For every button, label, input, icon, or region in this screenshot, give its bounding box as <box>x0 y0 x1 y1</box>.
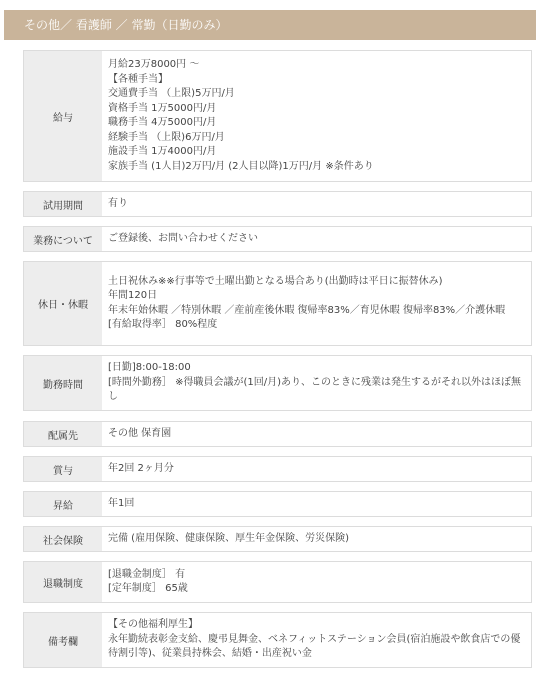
value-line: [退職金制度］ 有 <box>108 568 186 580</box>
row-label: 退職制度 <box>24 562 102 602</box>
value-line: 経験手当 （上限)6万円/月 <box>108 131 225 143</box>
value-line: 資格手当 1万5000円/月 <box>108 102 217 114</box>
row-label: 昇給 <box>24 492 102 516</box>
row-notes <box>23 612 532 668</box>
row-duties <box>23 226 532 252</box>
row-placement <box>23 421 532 447</box>
value-line: ご登録後、お問い合わせください <box>108 232 258 244</box>
value-line: 施設手当 1万4000円/月 <box>108 146 217 157</box>
row-value <box>108 262 527 345</box>
row-working-hours <box>23 355 532 411</box>
row-label: 業務について <box>24 227 102 251</box>
row-label: 勤務時間 <box>24 356 102 410</box>
row-retirement <box>23 561 532 603</box>
value-line: [時間外勤務］ ※得職員会議が(1回/月)あり、このときに残業は発生するがそれ以外はほぼ無し <box>108 376 521 403</box>
row-value <box>108 356 527 410</box>
row-value <box>108 192 527 216</box>
row-value <box>108 562 527 602</box>
value-line: [日勤]8:00-18:00 <box>108 362 191 374</box>
value-line: 年1回 <box>108 497 135 509</box>
row-label: 賞与 <box>24 457 102 481</box>
row-label: 配属先 <box>24 422 102 446</box>
row-holidays <box>23 261 532 346</box>
value-line: 月給23万8000円 ～ <box>108 59 200 70</box>
value-line: その他 保育園 <box>108 427 172 439</box>
row-value <box>108 613 527 667</box>
row-label: 休日・休暇 <box>24 262 102 345</box>
row-value <box>108 527 527 551</box>
row-label: 給与 <box>24 51 102 181</box>
value-line: 職務手当 4万5000円/月 <box>108 117 217 128</box>
section-title: その他／ 看護師 ／ 常勤（日勤のみ） <box>24 18 228 32</box>
value-line: 土日祝休み※※行事等で土曜出勤となる場合あり(出勤時は平日に振替休み) <box>108 275 443 287</box>
value-line: [有給取得率］ 80%程度 <box>108 319 218 330</box>
row-bonus <box>23 456 532 482</box>
value-line: 交通費手当 （上限)5万円/月 <box>108 88 235 99</box>
section-header <box>4 10 536 40</box>
value-line: 完備 (雇用保険、健康保険、厚生年金保険、労災保険) <box>108 532 349 544</box>
value-line: 【その他福利厚生】 <box>108 619 198 631</box>
row-value <box>108 227 527 251</box>
row-value <box>108 457 527 481</box>
value-line: 年末年始休暇 ／特別休暇 ／産前産後休暇 復帰率83%／育児休暇 復帰率83%／介護休暇 <box>108 304 506 316</box>
row-value <box>108 492 527 516</box>
value-line: 【各種手当】 <box>108 73 168 85</box>
value-line: 年2回 2ヶ月分 <box>108 462 174 474</box>
row-social-insurance <box>23 526 532 552</box>
value-line: 永年勤続表彰金支給、慶弔見舞金、ベネフィットステーション会員(宿泊施設や飲食店での優待割引等)、従業員持株会、結婚・出産祝い金 <box>108 633 521 660</box>
value-line: 年間120日 <box>108 290 158 301</box>
row-trial-period <box>23 191 532 217</box>
row-label: 社会保険 <box>24 527 102 551</box>
row-raise <box>23 491 532 517</box>
row-salary <box>23 50 532 182</box>
row-label: 試用期間 <box>24 192 102 216</box>
row-label: 備考欄 <box>24 613 102 667</box>
row-value <box>108 422 527 446</box>
value-line: 有り <box>108 197 128 209</box>
row-value <box>108 51 527 181</box>
value-line: [定年制度］ 65歳 <box>108 583 188 594</box>
value-line: 家族手当 (1人目)2万円/月 (2人目以降)1万円/月 ※条件あり <box>108 160 374 172</box>
